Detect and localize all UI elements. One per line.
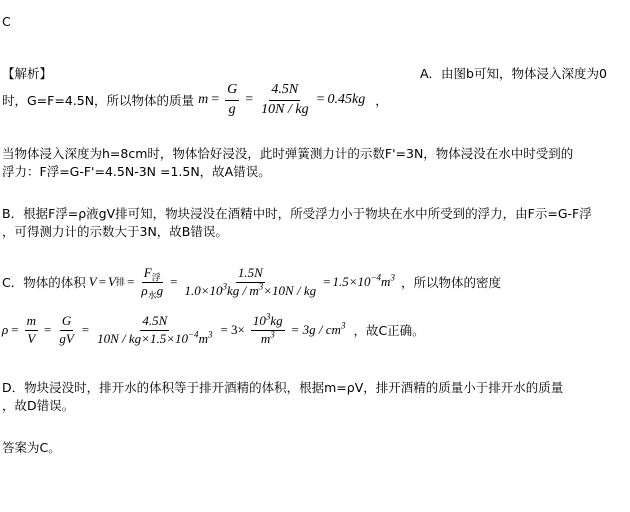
formula-symbol: V <box>88 274 97 289</box>
fraction <box>259 82 310 117</box>
formula-equals: = <box>127 274 135 289</box>
formula-equals: = <box>245 92 254 107</box>
formula-exponent: 3 <box>207 329 213 340</box>
formula-result: 0.45kg <box>327 92 366 107</box>
mass-formula <box>198 82 365 117</box>
fraction <box>182 266 318 299</box>
formula-subscript: 浮 <box>151 272 161 283</box>
formula-exponent: 3 <box>222 281 227 292</box>
fraction-numerator: 1.5N <box>236 266 265 283</box>
formula-symbol: ρ <box>141 282 148 298</box>
formula-equals: = <box>43 322 52 337</box>
formula-exponent: 3 <box>258 281 264 292</box>
fraction-denominator <box>139 283 165 299</box>
fraction-numerator: G <box>60 314 73 331</box>
option-d-line2: ，故D错误。 <box>2 398 75 413</box>
formula-text: m <box>260 330 271 346</box>
formula-text: 1.5×10 <box>332 274 371 289</box>
fraction-denominator <box>182 283 318 299</box>
density-formula <box>2 311 346 347</box>
formula-subscript: 水 <box>147 290 157 301</box>
formula-equals: = <box>170 274 178 289</box>
formula-symbol: m <box>198 92 209 107</box>
fraction-denominator: 10N / kg <box>261 101 309 117</box>
answer-letter: C <box>2 14 11 29</box>
formula-symbol: F <box>143 264 152 280</box>
option-b-line2: ，可得测力计的示数大于3N，故B错误。 <box>2 224 228 239</box>
option-b-line1: B．根据F浮=ρ液gV排可知，物块浸没在酒精中时，所受浮力小于物块在水中所受到的浮力，由F示=G-F浮 <box>2 206 592 221</box>
option-a-line4: 浮力：F浮=G-F'=4.5N-3N =1.5N，故A错误。 <box>2 164 271 179</box>
option-c-density-line <box>2 308 425 352</box>
final-answer: 答案为C。 <box>2 440 61 455</box>
option-d-line1: D．物块浸没时，排开水的体积等于排开酒精的体积，根据m=ρV，排开酒精的质量小于排开水的质量 <box>2 380 564 395</box>
fraction-denominator: V <box>27 330 36 346</box>
fraction <box>251 311 285 347</box>
volume-formula: V = V 排 = $\frac{F_浮}{\rho_水g}$ = $\frac{1.5N}{1.0\times 10^3kg / m^3\times 10N / kg}$ = $1.5\times 10^{-4}m^3$ <box>88 264 395 301</box>
formula-text: kg / m <box>226 282 259 298</box>
formula-equals: = <box>81 322 90 337</box>
option-c-volume-line <box>2 262 501 302</box>
formula-text: kg <box>270 312 283 328</box>
fraction-numerator: m <box>25 314 38 331</box>
fraction <box>139 266 165 299</box>
fraction-denominator <box>259 331 277 347</box>
fraction <box>95 314 214 347</box>
fraction-numerator <box>142 266 163 283</box>
formula-symbol: g <box>156 282 164 298</box>
formula-equals: = 3× <box>220 322 245 337</box>
formula-text: 10N / kg×1.5×10 <box>97 330 188 346</box>
fraction <box>57 314 75 347</box>
formula-equals: = <box>323 274 331 289</box>
formula-equals: = <box>11 322 19 337</box>
formula-text: = 3g / cm <box>290 322 341 337</box>
formula-symbol: V <box>108 274 116 289</box>
formula-exponent: 3 <box>340 320 346 331</box>
formula-text: m <box>381 274 391 289</box>
formula-equals: = <box>316 92 325 107</box>
option-a-mass-text: 时，G=F=4.5N，所以物体的质量 <box>2 93 195 108</box>
formula-exponent: 3 <box>265 311 271 322</box>
formula-text: m <box>198 330 208 346</box>
fraction <box>225 82 239 117</box>
fraction-denominator <box>95 331 214 347</box>
analysis-label: 【解析】 <box>2 66 53 81</box>
punctuation: ， <box>375 93 388 108</box>
fraction <box>25 314 38 347</box>
formula-text: 1.0×10 <box>184 282 223 298</box>
formula-symbol: ρ <box>2 322 9 337</box>
option-a-line3: 当物体浸入深度为h=8cm时，物体恰好浸没，此时弹簧测力计的示数F'=3N，物体浸没在水中时受到的 <box>2 146 574 161</box>
fraction-numerator <box>251 311 285 331</box>
fraction-numerator: 4.5N <box>140 314 169 331</box>
fraction-denominator: gV <box>59 330 74 346</box>
formula-text: ×10N / kg <box>263 282 317 298</box>
formula-exponent: 3 <box>270 329 275 340</box>
option-a-intro: A．由图b可知，物体浸入深度为0 <box>420 66 607 81</box>
fraction-numerator: 4.5N <box>269 82 300 100</box>
formula-exponent: −4 <box>187 329 199 340</box>
formula-exponent: −4 <box>370 272 382 283</box>
option-c-volume-suffix: ，所以物体的密度 <box>400 275 501 290</box>
formula-equals: = <box>98 274 107 289</box>
option-c-conclusion: ，故C正确。 <box>353 323 425 338</box>
formula-equals: = <box>211 92 220 107</box>
formula-result <box>291 322 346 338</box>
formula-exponent: 3 <box>390 272 395 283</box>
fraction-denominator: g <box>228 101 236 117</box>
formula-result <box>332 274 395 290</box>
formula-text: 10 <box>252 312 266 328</box>
fraction-numerator: G <box>225 82 239 100</box>
option-a-mass-line <box>2 80 388 120</box>
option-c-volume-text: C．物体的体积 <box>2 275 86 290</box>
